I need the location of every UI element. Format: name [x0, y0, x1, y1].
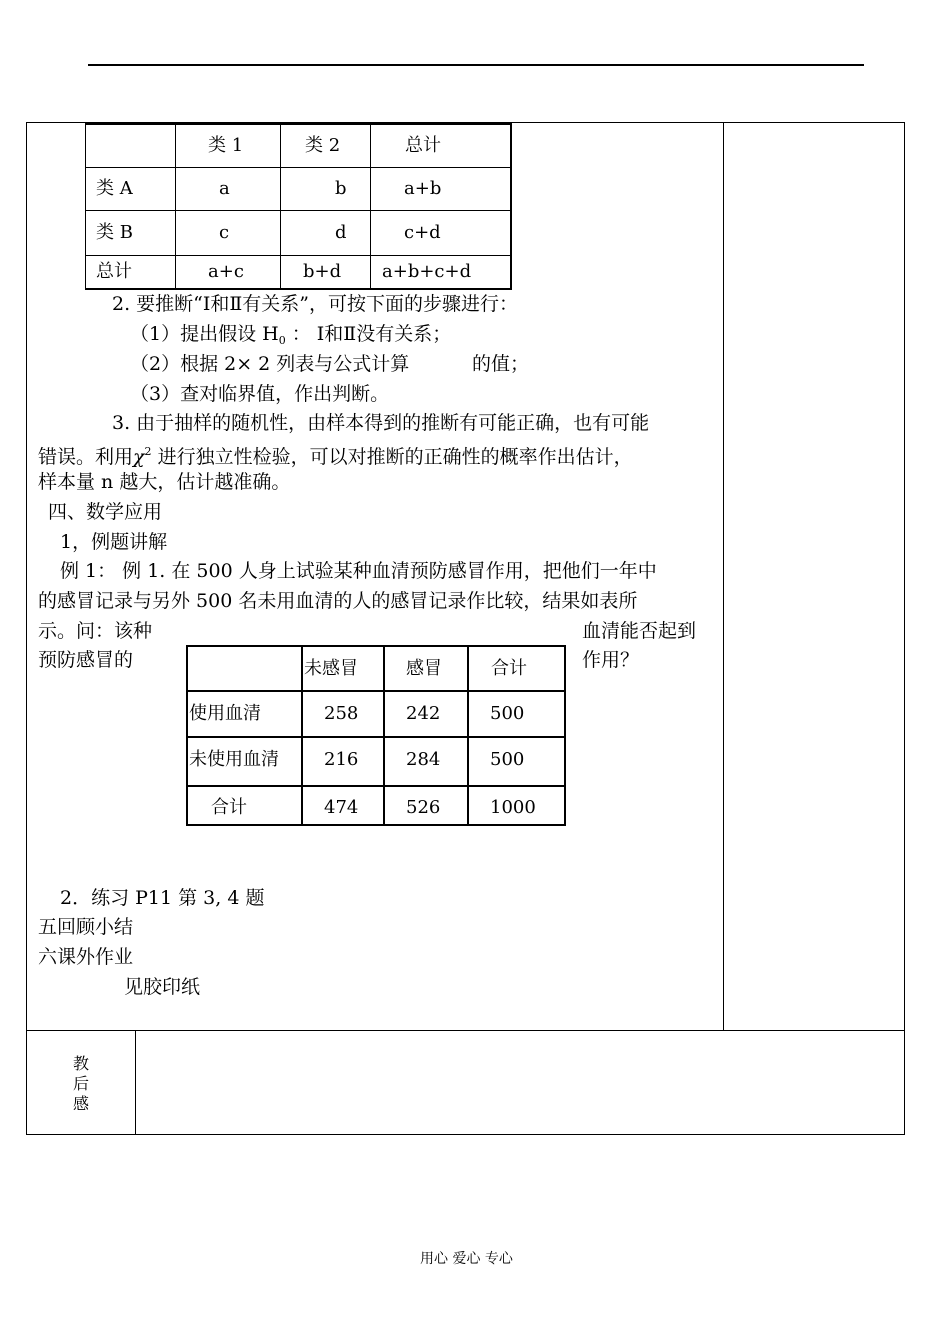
t1-cell: a+b [404, 178, 442, 199]
t2-cell: 216 [324, 749, 359, 770]
subsection-title: 1，例题讲解 [60, 531, 168, 553]
t1-cell: b+d [303, 261, 342, 282]
frame-notes-divider [723, 122, 724, 1031]
t2-cell: 242 [406, 703, 441, 724]
section-title: 四、数学应用 [48, 501, 163, 523]
frame-reflection-divider [135, 1030, 136, 1135]
frame-right [904, 122, 905, 1135]
t1-header-class2: 类 2 [305, 135, 341, 156]
step-2-a: （2）根据 2× 2 列表与公式计算 [130, 353, 410, 375]
t2-row-label: 合计 [211, 797, 247, 818]
example-line2: 的感冒记录与另外 500 名未用血清的人的感冒记录作比较，结果如表所 [38, 590, 638, 612]
t2-cell: 500 [490, 749, 525, 770]
t2-cell: 474 [324, 797, 359, 818]
t1-cell: c [219, 222, 230, 243]
reflection-label-char: 后 [72, 1074, 89, 1093]
t1-cell: a+b+c+d [382, 261, 472, 282]
frame-bottom [26, 1134, 905, 1135]
t2-row-label: 使用血清 [189, 703, 261, 724]
steps-intro: 2. 要推断“Ⅰ和Ⅱ有关系”，可按下面的步骤进行： [112, 293, 519, 315]
reflection-label-char: 教 [72, 1054, 89, 1073]
para3-line1: 3. 由于抽样的随机性，由样本得到的推断有可能正确，也有可能 [112, 412, 650, 434]
step-1: （1）提出假设 $H_0$ ： Ⅰ和Ⅱ没有关系； [130, 323, 452, 347]
header-rule [88, 64, 864, 66]
example-line3-right: 血清能否起到 [582, 620, 697, 642]
review-heading: 五回顾小结 [38, 916, 134, 938]
step-3: （3）查对临界值，作出判断。 [130, 383, 390, 405]
superscript: 2 [144, 445, 152, 458]
t1-cell: b [335, 178, 347, 199]
t2-header-not-cold: 未感冒 [304, 658, 358, 679]
example-line1: 例 1： 例 1. 在 500 人身上试验某种血清预防感冒作用，把他们一年中 [60, 560, 657, 582]
t2-cell: 284 [406, 749, 441, 770]
t1-cell: c+d [404, 222, 441, 243]
para3-line2: 错误。利用$\chi^2$ 进行独立性检验，可以对推断的正确性的概率作出估计， [38, 445, 633, 468]
t2-row-label: 未使用血清 [189, 749, 279, 770]
example-line4-right: 作用？ [582, 649, 640, 671]
t2-cell: 500 [490, 703, 525, 724]
page-footer: 用心 爱心 专心 [420, 1251, 513, 1267]
t2-cell: 1000 [490, 797, 536, 818]
subscript: 0 [278, 334, 286, 347]
t1-cell: d [335, 222, 347, 243]
t1-header-total: 总计 [405, 135, 441, 156]
t1-header-class1: 类 1 [208, 135, 244, 156]
t2-cell: 258 [324, 703, 359, 724]
example-line3-left: 示。问：该种 [38, 620, 153, 642]
t2-cell: 526 [406, 797, 441, 818]
handout-line: 见胶印纸 [124, 976, 201, 998]
example-line4-left: 预防感冒的 [38, 649, 134, 671]
practice-line: 2．练习 P11 第 3, 4 题 [60, 887, 265, 909]
chi-symbol: χ [133, 446, 145, 468]
homework-heading: 六课外作业 [38, 946, 134, 968]
t1-row-label: 总计 [96, 261, 132, 282]
frame-left [26, 122, 27, 1135]
frame-mid [26, 1030, 905, 1031]
t2-header-total: 合计 [491, 658, 527, 679]
t1-cell: a [219, 178, 230, 199]
para3-line3: 样本量 n 越大，估计越准确。 [38, 471, 291, 493]
t2-header-cold: 感冒 [406, 658, 442, 679]
step-2-b: 的值； [472, 353, 530, 375]
t1-row-label: 类 A [96, 178, 133, 199]
t1-cell: a+c [208, 261, 244, 282]
reflection-label-char: 感 [72, 1094, 89, 1113]
t1-row-label: 类 B [96, 222, 133, 243]
